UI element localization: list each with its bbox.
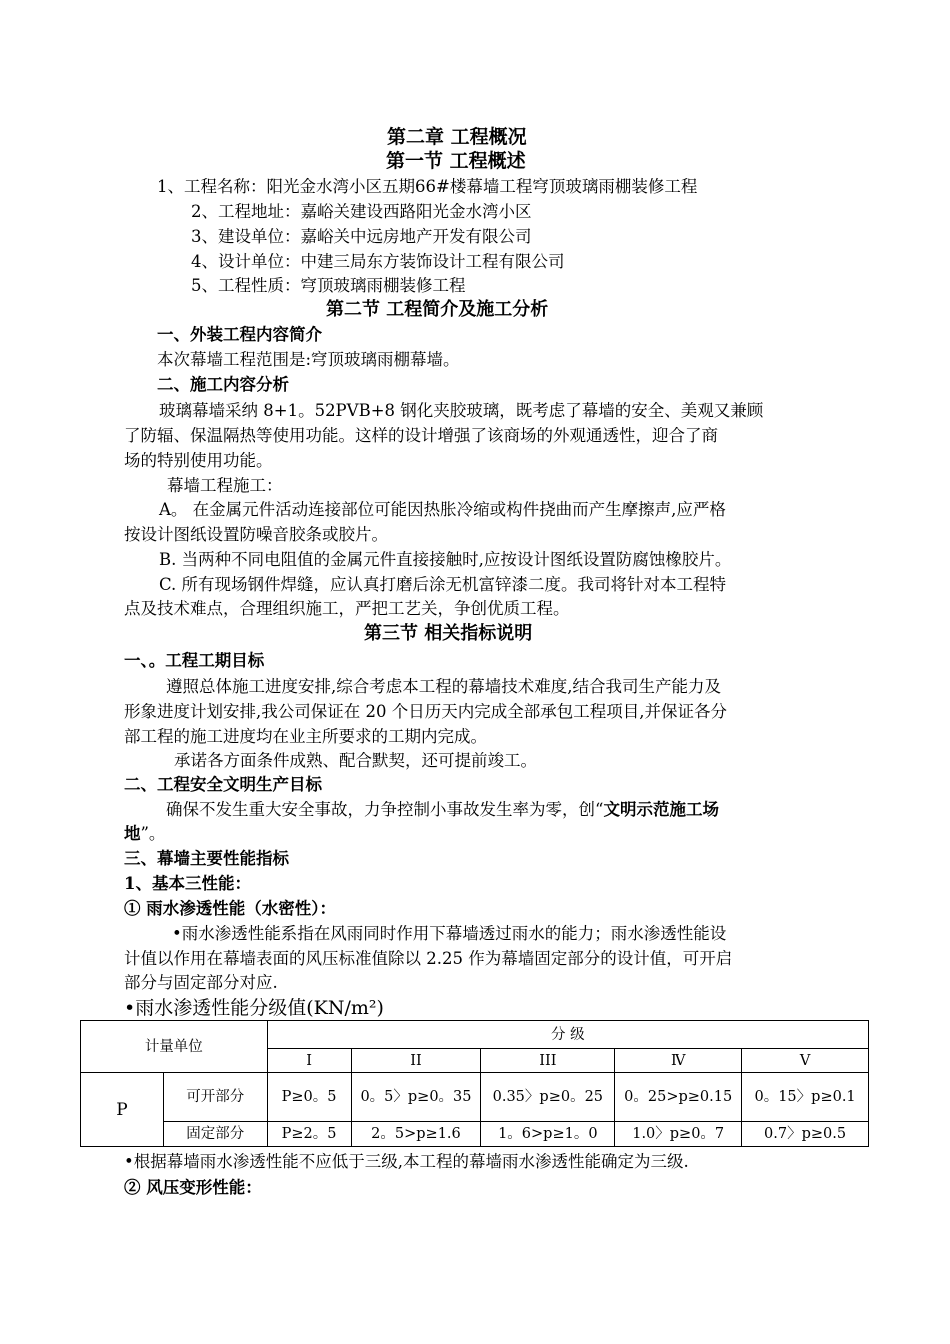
heading-exterior-intro: 一、外装工程内容简介 bbox=[157, 325, 322, 344]
water-grade-table bbox=[80, 1020, 869, 1147]
table-cell: 0。5〉p≥0。35 bbox=[351, 1073, 481, 1122]
paragraph-line: 了防辐、保温隔热等使用功能。这样的设计增强了该商场的外观通透性，迎合了商 bbox=[124, 426, 718, 445]
table-cell: 2。5>p≥1.6 bbox=[351, 1122, 481, 1147]
table-cell: 0.35〉p≥0。25 bbox=[481, 1073, 615, 1122]
overview-item: 2、工程地址：嘉峪关建设西路阳光金水湾小区 bbox=[191, 202, 532, 221]
table-cell: 0。15〉p≥0.1 bbox=[742, 1073, 869, 1122]
quote-open: “ bbox=[595, 800, 604, 819]
table-cell: 0.7〉p≥0.5 bbox=[742, 1122, 869, 1147]
grade-label: V bbox=[742, 1049, 869, 1073]
paragraph-line: •雨水渗透性能系指在风雨同时作用下幕墙透过雨水的能力；雨水渗透性能设 bbox=[172, 924, 727, 943]
overview-item: 3、建设单位：嘉峪关中远房地产开发有限公司 bbox=[191, 227, 532, 246]
list-item-b: B. 当两种不同电阻值的金属元件直接接触时,应按设计图纸设置防腐蚀橡胶片。 bbox=[159, 550, 732, 569]
overview-item: 4、设计单位：中建三局东方装饰设计工程有限公司 bbox=[191, 252, 565, 271]
row-label: 可开部分 bbox=[163, 1073, 267, 1122]
list-item-a: A。 在金属元件活动连接部位可能因热胀冷缩或构件挠曲而产生摩擦声,应严格 bbox=[159, 500, 726, 519]
chapter-title: 第二章 工程概况 bbox=[387, 126, 527, 148]
overview-item: 1、工程名称：阳光金水湾小区五期66#楼幕墙工程穹顶玻璃雨棚装修工程 bbox=[157, 177, 698, 196]
safety-goal-emphasis: 文明示范施工场 bbox=[603, 800, 719, 819]
heading-water-tightness: ① 雨水渗透性能（水密性）： bbox=[124, 899, 336, 918]
symbol-cell: P bbox=[81, 1073, 164, 1147]
table-cell: 0。25>p≥0.15 bbox=[615, 1073, 742, 1122]
table-cell: 1。6>p≥1。0 bbox=[481, 1122, 615, 1147]
list-item-c: C. 所有现场钢件焊缝，应认真打磨后涂无机富锌漆二度。我司将针对本工程特 bbox=[159, 575, 727, 594]
paragraph-line: 玻璃幕墙采纳 8+1。52PVB+8 钢化夹胶玻璃，既考虑了幕墙的安全、美观又兼顾 bbox=[159, 401, 764, 420]
heading-wind-pressure: ② 风压变形性能： bbox=[124, 1178, 262, 1197]
paragraph-line: 遵照总体施工进度安排,综合考虑本工程的幕墙技术难度,结合我司生产能力及 bbox=[166, 677, 721, 696]
grade-label: III bbox=[481, 1049, 615, 1073]
grade-label: I bbox=[267, 1049, 351, 1073]
grade-header: 分 级 bbox=[267, 1021, 868, 1049]
table-caption: •雨水渗透性能分级值(KN/m²) bbox=[124, 997, 384, 1019]
table-cell: 1.0〉p≥0。7 bbox=[615, 1122, 742, 1147]
paragraph: 承诺各方面条件成熟、配合默契，还可提前竣工。 bbox=[174, 751, 537, 770]
grade-label: Ⅳ bbox=[615, 1049, 742, 1073]
safety-text: 确保不发生重大安全事故，力争控制小事故发生率为零，创 bbox=[166, 800, 595, 819]
paragraph-line: 形象进度计划安排,我公司保证在 20 个日历天内完成全部承包工程项目,并保证各分 bbox=[124, 702, 727, 721]
unit-header: 计量单位 bbox=[81, 1021, 268, 1073]
list-item-c: 点及技术难点，合理组织施工，严把工艺关，争创优质工程。 bbox=[124, 599, 570, 618]
heading-safety-goal: 二、工程安全文明生产目标 bbox=[124, 775, 322, 794]
grade-label: II bbox=[351, 1049, 481, 1073]
table-cell: P≥2。5 bbox=[267, 1122, 351, 1147]
paragraph-line: 计值以作用在幕墙表面的风压标准值除以 2.25 作为幕墙固定部分的设计值，可开启 bbox=[124, 949, 733, 968]
paragraph-line: 部工程的施工进度均在业主所要求的工期内完成。 bbox=[124, 727, 487, 746]
paragraph-line: 场的特别使用功能。 bbox=[124, 451, 273, 470]
conclusion: •根据幕墙雨水渗透性能不应低于三级,本工程的幕墙雨水渗透性能确定为三级. bbox=[124, 1152, 689, 1171]
quote-close: ”。 bbox=[140, 824, 166, 843]
heading-period-goal: 一、。工程工期目标 bbox=[124, 651, 265, 670]
section-1-title: 第一节 工程概述 bbox=[386, 150, 526, 172]
heading-construction-analysis: 二、施工内容分析 bbox=[157, 375, 289, 394]
safety-goal-emphasis: 地 bbox=[124, 824, 141, 843]
paragraph: 幕墙工程施工： bbox=[167, 476, 283, 495]
list-item-a: 按设计图纸设置防噪音胶条或胶片。 bbox=[124, 525, 388, 544]
heading-basic-three: 1、基本三性能： bbox=[124, 874, 251, 893]
safety-paragraph bbox=[166, 799, 719, 821]
safety-paragraph-end bbox=[124, 823, 165, 845]
table-cell: P≥0。5 bbox=[267, 1073, 351, 1122]
overview-item: 5、工程性质：穹顶玻璃雨棚装修工程 bbox=[191, 276, 466, 295]
paragraph-line: 部分与固定部分对应. bbox=[124, 973, 278, 992]
heading-performance: 三、幕墙主要性能指标 bbox=[124, 849, 289, 868]
section-3-title: 第三节 相关指标说明 bbox=[364, 623, 533, 644]
section-2-title: 第二节 工程简介及施工分析 bbox=[326, 299, 549, 320]
paragraph: 本次幕墙工程范围是:穹顶玻璃雨棚幕墙。 bbox=[157, 350, 460, 369]
row-label: 固定部分 bbox=[163, 1122, 267, 1147]
